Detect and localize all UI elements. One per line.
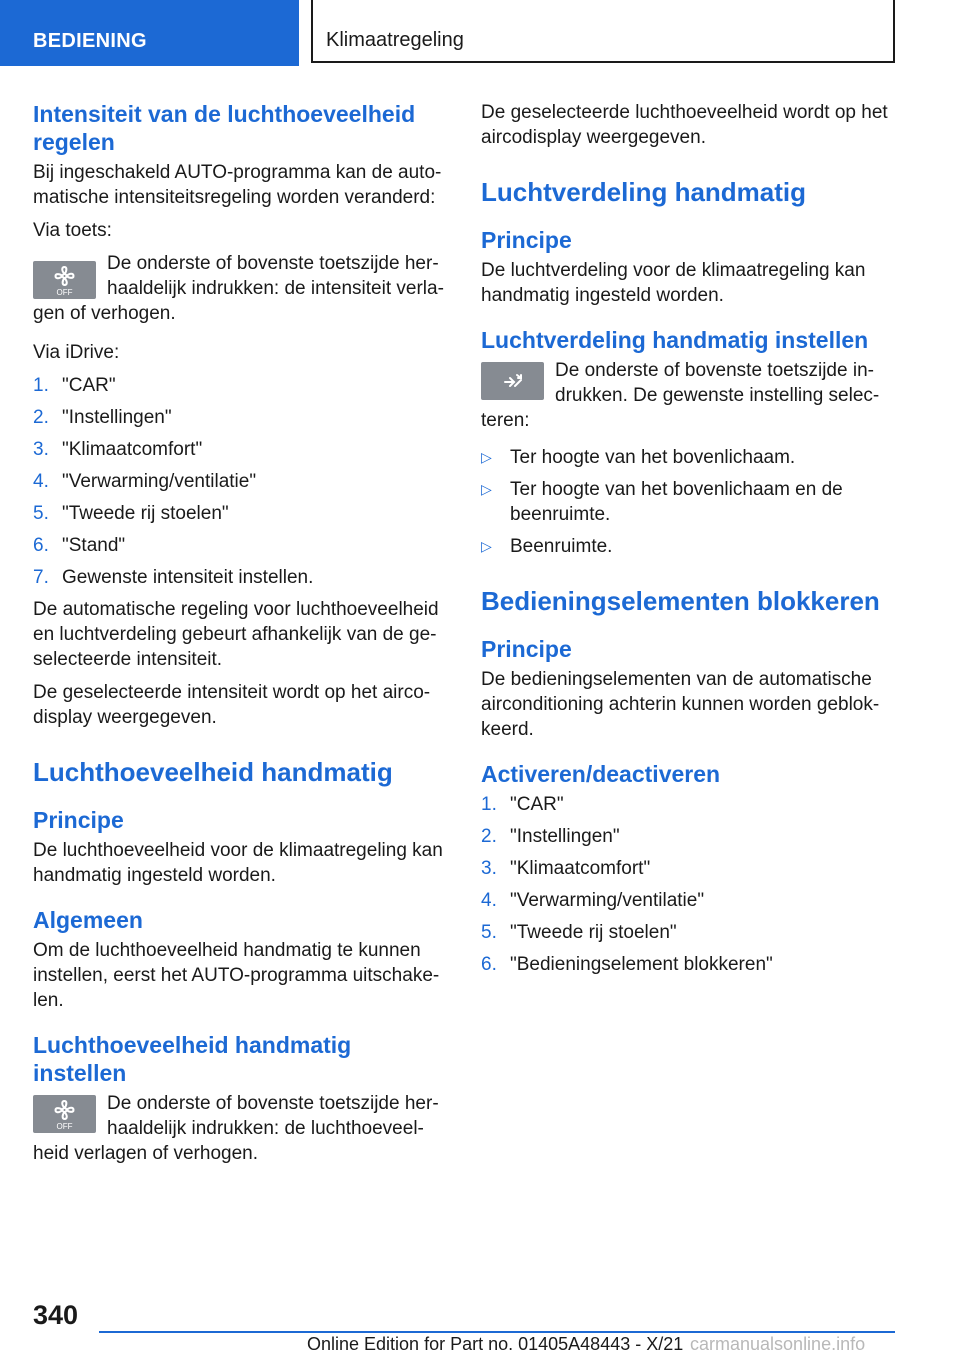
triangle-bullet-icon: ▷: [481, 481, 492, 497]
key-text-airflow: De onderste of bovenste toetszijde herhaaldelijk indrukken: de luchthoeveelheid verlagen of verhogen.: [33, 1093, 439, 1164]
fan-button-icon: [33, 261, 96, 299]
paragraph-auto-regulation: De automatische regeling voor luchthoeveelheid en luchtverdeling gebeurt afhankelijk van de geselecteerde intensiteit.: [33, 599, 439, 670]
paragraph-lock: De bedieningselementen van de automatische airconditioning achterin kunnen worden geblokkeerd.: [481, 669, 880, 740]
off-label: OFF: [56, 1122, 73, 1131]
idrive-steps-lock: [481, 792, 893, 977]
distribution-key-block: [481, 358, 893, 433]
list-item: 6. "Bedieningselement blokkeren": [481, 954, 773, 975]
heading-activate: Activeren/deactiveren: [481, 761, 721, 787]
paragraph-general: Om de luchthoeveelheid handmatig te kunnen instellen, eerst het AUTO-programma uitschakelen.: [33, 940, 440, 1011]
fan-key-block-1: [33, 251, 445, 326]
air-distribution-button-icon: [481, 362, 544, 400]
fan-button-icon: [33, 1095, 96, 1133]
page-header: [0, 0, 960, 66]
key-text-intensity: De onderste of bovenste toetszijde herhaaldelijk indrukken: de intensiteit verlagen of verhogen.: [33, 253, 444, 324]
list-item: 4. "Verwarming/ventilatie": [481, 890, 705, 911]
heading-general: Algemeen: [33, 907, 143, 933]
right-column: [481, 100, 893, 984]
heading-manual-airflow-set: Luchthoeveelheid handmatig instellen: [33, 1032, 352, 1086]
list-item: 2. "Instellingen": [481, 826, 620, 847]
heading-air-distribution-set: Luchtverdeling handmatig instellen: [481, 327, 869, 353]
paragraph-intensity: Bij ingeschakeld AUTO-programma kan de automatische intensiteitsregeling worden veranderd:: [33, 162, 442, 208]
paragraph-principle-distribution: De luchtverdeling voor de klimaatregeling kan handmatig ingesteld worden.: [481, 260, 866, 306]
page-number: 340: [33, 1300, 79, 1330]
list-item: 3. "Klimaatcomfort": [481, 858, 651, 879]
heading-intensity: Intensiteit van de luchthoeveelheid regelen: [33, 101, 416, 155]
heading-principle-lock: Principe: [481, 636, 572, 662]
heading-lock-controls: Bedieningselementen blokkeren: [481, 586, 880, 616]
list-item: 5. "Tweede rij stoelen": [33, 503, 229, 524]
edition-text: Online Edition for Part no. 01405A48443 - X/21: [307, 1334, 684, 1354]
paragraph-display-airflow: De geselecteerde luchthoeveelheid wordt op het aircodisplay weergegeven.: [481, 102, 888, 148]
heading-air-distribution: Luchtverdeling handmatig: [481, 177, 807, 207]
watermark-text: carmanualsonline.info: [690, 1334, 866, 1354]
section-tab: Klimaatregeling: [311, 0, 895, 63]
list-item: 1. "CAR": [33, 375, 116, 396]
list-item: 3. "Klimaatcomfort": [33, 439, 203, 460]
left-column: [33, 100, 445, 1174]
via-button-label: Via toets:: [33, 220, 112, 241]
chapter-tab: BEDIENING: [0, 0, 299, 66]
list-item: 6. "Stand": [33, 535, 126, 556]
list-item: 1. "CAR": [481, 794, 564, 815]
triangle-bullet-icon: ▷: [481, 449, 492, 465]
heading-manual-airflow: Luchthoeveelheid handmatig: [33, 757, 393, 787]
off-label: OFF: [56, 288, 73, 297]
paragraph-principle: De luchthoeveelheid voor de klimaatregeling kan handmatig ingesteld worden.: [33, 840, 443, 886]
list-item: ▷ Ter hoogte van het bovenlichaam.: [481, 447, 796, 468]
list-item: ▷ Ter hoogte van het bovenlichaam en de beenruimte.: [481, 479, 843, 525]
heading-principle-distribution: Principe: [481, 227, 572, 253]
paragraph-display-intensity: De geselecteerde intensiteit wordt op het aircodisplay weergegeven.: [33, 682, 431, 728]
list-item: 7. Gewenste intensiteit instellen.: [33, 567, 314, 588]
list-item: 2. "Instellingen": [33, 407, 172, 428]
triangle-bullet-icon: ▷: [481, 538, 492, 554]
fan-key-block-2: [33, 1091, 445, 1166]
idrive-steps-intensity: [33, 373, 445, 590]
key-text-distribution: De onderste of bovenste toetszijde indrukken. De gewenste instelling selecteren:: [481, 360, 880, 431]
footer-rule: [99, 1331, 895, 1333]
list-item: 4. "Verwarming/ventilatie": [33, 471, 257, 492]
list-item: 5. "Tweede rij stoelen": [481, 922, 677, 943]
heading-principle: Principe: [33, 807, 124, 833]
distribution-options: [481, 445, 893, 559]
via-idrive-label: Via iDrive:: [33, 342, 120, 363]
list-item: ▷ Beenruimte.: [481, 536, 613, 557]
